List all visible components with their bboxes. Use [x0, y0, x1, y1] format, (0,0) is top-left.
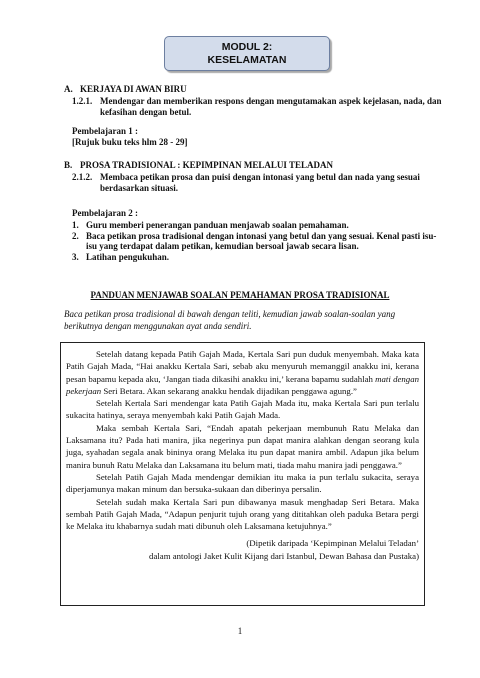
section-a-item-number: 1.2.1.: [72, 96, 93, 106]
section-a-title: KERJAYA DI AWAN BIRU: [80, 84, 187, 94]
passage-paragraph-5: Setelah sudah maka Kertala Sari pun dibawanya masuk menghadap Seri Betara. Maka sembah Patih Gajah Mada, “Adapun penjurit tujuh orang yang dititahkan oleh paduka Betara pergi ke Melaka itu khabarnya sudah mati dibunuh oleh Laksamana ketujuhnya.”: [66, 496, 419, 532]
step-text: Latihan pengukuhan.: [86, 251, 170, 262]
guide-instruction: Baca petikan prosa tradisional di bawah dengan teliti, kemudian jawab soalan-soalan yang berikutnya dengan menggunakan ayat anda sendiri.: [64, 309, 396, 331]
module-title-line1: MODUL 2:: [221, 40, 273, 53]
section-b-item: [72, 172, 442, 194]
step-text: Baca petikan prosa tradisional dengan intonasi yang betul dan yang sesuai. Kenal pasti isu-isu yang terdapat dalam petikan, kemudian bersoal jawab secara lisan.: [86, 230, 437, 251]
list-item: [72, 220, 442, 231]
step-number: 3.: [72, 251, 79, 262]
lesson-2-title: Pembelajaran 2 :: [72, 208, 138, 218]
passage-text: Seri Betara. Akan sekarang anakku hendak dijadikan penggawa agung.”: [101, 385, 357, 396]
module-title-box: [164, 36, 330, 71]
section-b-heading: [64, 160, 333, 170]
passage-paragraph-4: Setelah Patih Gajah Mada mendengar demikian itu maka ia pun terlalu sukacita, seraya diperjamunya makan minum dan bersuka-sukaan dan diberinya persalin.: [66, 471, 419, 495]
section-b-item-number: 2.1.2.: [72, 172, 93, 182]
section-b-label: B.: [64, 160, 73, 170]
passage-box: [60, 342, 425, 606]
section-b-item-text: Membaca petikan prosa dan puisi dengan intonasi yang betul dan nada yang sesuai berdasarkan situasi.: [100, 172, 420, 193]
passage-paragraph-3: Maka sembah Kertala Sari, “Endah apatah pekerjaan membunuh Ratu Melaka dan Laksamana itu? Pada hati manira, jika negerinya pun dapat manira alahkan dengan seorang kula juga, syahadan segala anak bininya orang Melaka itu pun dapat manira ambil. Adapun jika belum manira bunuh Ratu Melaka dan Laksamana itu belum mati, tiada mahu manira jadi penggawa.”: [66, 422, 419, 470]
section-b-title: PROSA TRADISIONAL : KEPIMPINAN MELALUI TELADAN: [80, 160, 333, 170]
section-a-heading: [64, 84, 187, 94]
passage-paragraph-1: [66, 348, 419, 397]
page-number: 1: [237, 626, 243, 636]
list-item: [72, 231, 442, 252]
section-a-item: [72, 96, 442, 118]
passage-citation-1: (Dipetik daripada ‘Kepimpinan Melalui Teladan’: [246, 538, 419, 549]
lesson-1-reference: [Rujuk buku teks hlm 28 - 29]: [72, 137, 188, 147]
lesson-1-block: [72, 126, 442, 148]
section-a-label: A.: [64, 84, 73, 94]
passage-paragraph-2: Setelah Kertala Sari mendengar kata Patih Gajah Mada itu, maka Kertala Sari pun terlalu sukacita hatinya, seraya menyembah kaki Patih Gajah Mada.: [66, 398, 419, 421]
list-item: [72, 252, 442, 263]
passage-citation-2: dalam antologi Jaket Kulit Kijang dari Istanbul, Dewan Bahasa dan Pustaka): [149, 550, 419, 561]
module-title-line2: KESELAMATAN: [207, 53, 287, 66]
passage-italic-text: mati dengan pekerjaan: [66, 373, 419, 396]
passage-text: Setelah datang kepada Patih Gajah Mada, Kertala Sari pun duduk menyembah. Maka kata Patih Gajah Mada, “Hai anakku Kertala Sari, sebab aku menyuruh memanggil anakku ini, kerana pesan bapamu kepada aku, ‘Jangan tiada dikasihi anakku ini,’ kerana bapamu sudahlah: [66, 349, 419, 384]
step-number: 2.: [72, 230, 79, 241]
lesson-2-steps: [72, 220, 442, 262]
guide-title: PANDUAN MENJAWAB SOALAN PEMAHAMAN PROSA TRADISIONAL: [90, 290, 390, 300]
step-text: Guru memberi penerangan panduan menjawab soalan pemahaman.: [86, 220, 349, 230]
lesson-1-title: Pembelajaran 1 :: [72, 126, 138, 136]
section-a-item-text: Mendengar dan memberikan respons dengan mengutamakan aspek kejelasan, nada, dan kefasihan dengan betul.: [100, 96, 442, 117]
step-number: 1.: [72, 220, 79, 230]
